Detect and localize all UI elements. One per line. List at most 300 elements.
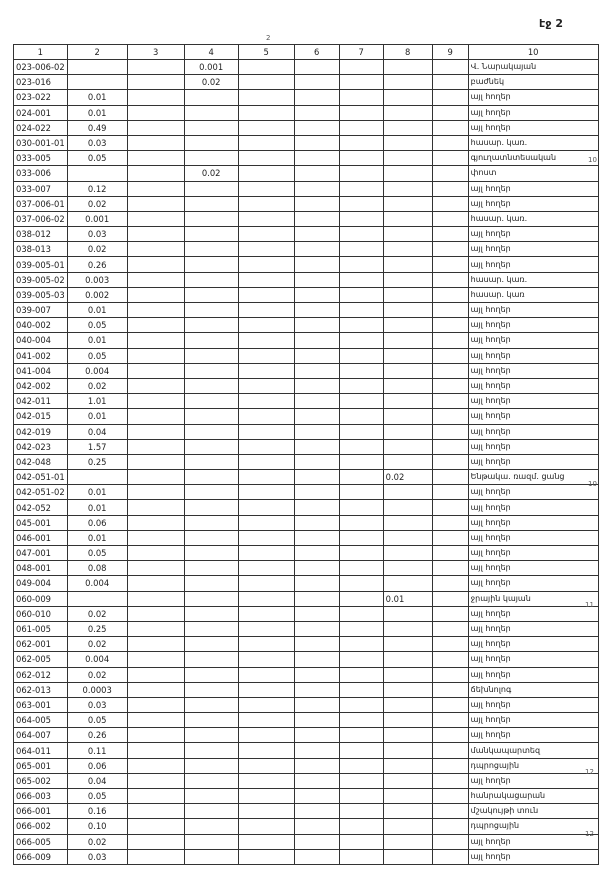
area-col8-cell: 0.02 [383,470,432,485]
empty-cell [432,637,468,652]
area-col8-cell [383,561,432,576]
empty-cell [432,424,468,439]
empty-cell [339,606,383,621]
empty-cell [238,834,294,849]
column-header: 3 [127,45,184,60]
area-col4-cell [184,333,238,348]
empty-cell [127,424,184,439]
land-use-cell: դպրոցային [468,819,598,834]
land-use-cell: այլ հողեր [468,621,598,636]
empty-cell [127,394,184,409]
table-row [14,804,599,819]
area-col8-cell [383,667,432,682]
empty-cell [339,211,383,226]
empty-cell [294,303,339,318]
area-col4-cell [184,196,238,211]
empty-cell [339,743,383,758]
parcel-code-cell: 039-005-03 [14,287,68,302]
area-col8-cell [383,242,432,257]
empty-cell [294,515,339,530]
land-use-cell: այլ հողեր [468,530,598,545]
area-col8-cell [383,424,432,439]
area-col8-cell [383,151,432,166]
empty-cell [432,834,468,849]
column-header: 9 [432,45,468,60]
empty-cell [294,181,339,196]
empty-cell [339,75,383,90]
area-col8-cell [383,227,432,242]
empty-cell [238,242,294,257]
area-col8-cell [383,363,432,378]
empty-cell [294,105,339,120]
empty-cell [432,120,468,135]
empty-cell [294,135,339,150]
empty-cell [294,120,339,135]
empty-cell [238,576,294,591]
empty-cell [432,621,468,636]
empty-cell [238,743,294,758]
land-use-cell: այլ հողեր [468,318,598,333]
table-row [14,257,599,272]
empty-cell [432,849,468,864]
area-col8-cell [383,515,432,530]
area-col8-cell [383,257,432,272]
empty-cell [339,637,383,652]
empty-cell [127,75,184,90]
empty-cell [238,439,294,454]
empty-cell [294,637,339,652]
parcel-code-cell: 024-022 [14,120,68,135]
parcel-code-cell: 065-002 [14,773,68,788]
empty-cell [127,561,184,576]
empty-cell [127,485,184,500]
empty-cell [294,773,339,788]
empty-cell [294,318,339,333]
area-col4-cell [184,318,238,333]
land-use-cell: այլ հողեր [468,105,598,120]
empty-cell [238,606,294,621]
parcel-code-cell: 042-015 [14,409,68,424]
empty-cell [127,409,184,424]
empty-cell [294,591,339,606]
empty-cell [339,318,383,333]
empty-cell [339,667,383,682]
empty-cell [238,591,294,606]
land-use-cell: այլ հողեր [468,439,598,454]
empty-cell [432,75,468,90]
empty-cell [339,561,383,576]
empty-cell [432,348,468,363]
empty-cell [238,333,294,348]
area-col2-cell: 0.001 [67,211,127,226]
area-col4-cell [184,652,238,667]
table-row [14,682,599,697]
empty-cell [238,318,294,333]
parcel-code-cell: 060-010 [14,606,68,621]
area-col2-cell: 0.05 [67,318,127,333]
table-row [14,181,599,196]
empty-cell [432,242,468,257]
table-row [14,272,599,287]
area-col4-cell [184,667,238,682]
area-col4-cell [184,454,238,469]
area-col8-cell [383,713,432,728]
area-col2-cell: 0.02 [67,196,127,211]
table-row [14,591,599,606]
area-col4-cell [184,378,238,393]
parcel-code-cell: 061-005 [14,621,68,636]
empty-cell [294,546,339,561]
empty-cell [238,287,294,302]
land-use-cell: այլ հողեր [468,849,598,864]
land-use-cell: այլ հողեր [468,90,598,105]
empty-cell [294,378,339,393]
empty-cell [294,166,339,181]
table-row [14,196,599,211]
empty-cell [339,485,383,500]
empty-cell [127,439,184,454]
area-col8-cell [383,439,432,454]
table-row [14,348,599,363]
empty-cell [127,272,184,287]
empty-cell [294,454,339,469]
empty-cell [432,470,468,485]
area-col8-cell [383,728,432,743]
area-col4-cell [184,151,238,166]
margin-mark: 11 [585,601,594,609]
empty-cell [339,713,383,728]
area-col4-cell [184,561,238,576]
area-col4-cell [184,363,238,378]
area-col2-cell: 0.06 [67,515,127,530]
empty-cell [294,287,339,302]
empty-cell [432,591,468,606]
empty-cell [238,378,294,393]
empty-cell [238,60,294,75]
area-col4-cell [184,713,238,728]
area-col4-cell [184,348,238,363]
empty-cell [432,409,468,424]
land-use-cell: այլ հողեր [468,667,598,682]
land-use-cell: այլ հողեր [468,257,598,272]
area-col4-cell [184,697,238,712]
empty-cell [294,621,339,636]
empty-cell [339,409,383,424]
empty-cell [339,546,383,561]
empty-cell [339,697,383,712]
empty-cell [294,697,339,712]
area-col4-cell [184,211,238,226]
land-use-cell: այլ հողեր [468,409,598,424]
table-row [14,470,599,485]
empty-cell [294,561,339,576]
land-use-cell: Ենթակա. ռազմ. ցանց [468,470,598,485]
empty-cell [127,363,184,378]
area-col8-cell [383,758,432,773]
empty-cell [339,773,383,788]
table-row [14,303,599,318]
area-col2-cell: 0.05 [67,348,127,363]
empty-cell [339,728,383,743]
empty-cell [238,196,294,211]
area-col8-cell [383,834,432,849]
land-use-cell: հանրակացարան [468,789,598,804]
empty-cell [294,394,339,409]
land-use-cell: փոստ [468,166,598,181]
area-col2-cell: 0.05 [67,546,127,561]
parcel-code-cell: 037-006-02 [14,211,68,226]
area-col2-cell: 0.06 [67,758,127,773]
empty-cell [432,804,468,819]
land-use-cell: ճեխնոլոգ [468,682,598,697]
parcel-code-cell: 047-001 [14,546,68,561]
empty-cell [432,713,468,728]
land-use-cell: դպրոցային [468,758,598,773]
table-row [14,728,599,743]
empty-cell [432,439,468,454]
table-row [14,287,599,302]
area-col4-cell [184,272,238,287]
area-col8-cell [383,697,432,712]
empty-cell [127,333,184,348]
area-col4-cell [184,394,238,409]
area-col4-cell [184,439,238,454]
empty-cell [238,120,294,135]
empty-cell [238,667,294,682]
parcel-code-cell: 060-009 [14,591,68,606]
table-row [14,515,599,530]
area-col2-cell: 0.02 [67,242,127,257]
area-col2-cell: 0.25 [67,621,127,636]
empty-cell [432,728,468,743]
empty-cell [127,667,184,682]
area-col4-cell [184,227,238,242]
empty-cell [294,758,339,773]
parcel-code-cell: 046-001 [14,530,68,545]
area-col4-cell [184,606,238,621]
area-col4-cell [184,409,238,424]
area-col4-cell [184,105,238,120]
area-col2-cell: 0.25 [67,454,127,469]
empty-cell [432,819,468,834]
empty-cell [238,637,294,652]
empty-cell [432,227,468,242]
area-col4-cell [184,789,238,804]
table-row [14,789,599,804]
empty-cell [238,804,294,819]
empty-cell [432,272,468,287]
column-header: 6 [294,45,339,60]
empty-cell [294,348,339,363]
area-col4-cell [184,546,238,561]
empty-cell [294,333,339,348]
empty-cell [238,713,294,728]
empty-cell [432,682,468,697]
empty-cell [339,454,383,469]
parcel-code-cell: 066-001 [14,804,68,819]
empty-cell [127,348,184,363]
empty-cell [127,728,184,743]
parcel-code-cell: 048-001 [14,561,68,576]
table-row [14,621,599,636]
empty-cell [127,242,184,257]
column-header: 5 [238,45,294,60]
empty-cell [127,470,184,485]
empty-cell [339,90,383,105]
empty-cell [432,546,468,561]
table-row [14,242,599,257]
area-col4-cell [184,530,238,545]
empty-cell [127,181,184,196]
area-col2-cell: 0.16 [67,804,127,819]
empty-cell [127,697,184,712]
area-col2-cell: 0.02 [67,667,127,682]
empty-cell [432,257,468,272]
area-col4-cell [184,303,238,318]
area-col2-cell: 0.05 [67,713,127,728]
table-row [14,834,599,849]
area-col2-cell: 0.004 [67,363,127,378]
empty-cell [238,424,294,439]
area-col2-cell: 0.08 [67,561,127,576]
empty-cell [294,834,339,849]
area-col4-cell [184,773,238,788]
area-col8-cell [383,318,432,333]
land-use-cell: այլ հողեր [468,728,598,743]
empty-cell [238,151,294,166]
empty-cell [294,743,339,758]
table-row [14,576,599,591]
margin-mark: 12 [585,830,594,838]
empty-cell [238,758,294,773]
empty-cell [432,500,468,515]
area-col2-cell: 0.04 [67,773,127,788]
empty-cell [339,758,383,773]
column-header: 4 [184,45,238,60]
empty-cell [127,227,184,242]
empty-cell [238,819,294,834]
parcel-code-cell: 042-023 [14,439,68,454]
empty-cell [432,166,468,181]
empty-cell [294,667,339,682]
land-use-cell: մշակույթի տուն [468,804,598,819]
empty-cell [432,60,468,75]
parcel-code-cell: 062-013 [14,682,68,697]
land-use-cell: այլ հողեր [468,303,598,318]
area-col4-cell [184,637,238,652]
empty-cell [127,682,184,697]
table-row [14,394,599,409]
area-col8-cell [383,606,432,621]
empty-cell [238,75,294,90]
parcel-code-cell: 033-005 [14,151,68,166]
empty-cell [294,530,339,545]
area-col2-cell: 1.57 [67,439,127,454]
table-row [14,333,599,348]
area-col8-cell [383,546,432,561]
land-use-cell: բաժնեկ [468,75,598,90]
table-row [14,697,599,712]
land-use-cell: այլ հողեր [468,424,598,439]
area-col8-cell [383,804,432,819]
empty-cell [127,60,184,75]
table-row [14,606,599,621]
land-use-cell: այլ հողեր [468,363,598,378]
parcel-code-cell: 039-007 [14,303,68,318]
empty-cell [238,105,294,120]
area-col4-cell: 0.001 [184,60,238,75]
empty-cell [238,90,294,105]
area-col2-cell [67,75,127,90]
table-row [14,166,599,181]
table-row [14,363,599,378]
parcel-code-cell: 033-006 [14,166,68,181]
area-col8-cell [383,621,432,636]
area-col2-cell: 0.004 [67,652,127,667]
empty-cell [294,485,339,500]
table-row [14,227,599,242]
area-col2-cell: 0.002 [67,287,127,302]
empty-cell [294,728,339,743]
empty-cell [339,363,383,378]
parcel-code-cell: 039-005-02 [14,272,68,287]
empty-cell [339,348,383,363]
empty-cell [339,424,383,439]
area-col2-cell: 0.03 [67,227,127,242]
parcel-code-cell: 030-001-01 [14,135,68,150]
parcel-code-cell: 040-002 [14,318,68,333]
table-row [14,637,599,652]
empty-cell [127,546,184,561]
area-col4-cell [184,485,238,500]
parcel-code-cell: 042-052 [14,500,68,515]
parcel-code-cell: 066-005 [14,834,68,849]
area-col8-cell [383,196,432,211]
area-col4-cell [184,515,238,530]
empty-cell [432,697,468,712]
area-col4-cell [184,90,238,105]
area-col8-cell [383,90,432,105]
parcel-code-cell: 042-002 [14,378,68,393]
area-col2-cell [67,60,127,75]
empty-cell [238,773,294,788]
empty-cell [127,834,184,849]
parcel-code-cell: 033-007 [14,181,68,196]
land-use-cell: ջրային կայան [468,591,598,606]
empty-cell [238,849,294,864]
area-col4-cell [184,500,238,515]
area-col2-cell: 0.49 [67,120,127,135]
area-col2-cell: 0.12 [67,181,127,196]
empty-cell [339,515,383,530]
empty-cell [294,652,339,667]
area-col4-cell [184,576,238,591]
empty-cell [127,849,184,864]
area-col4-cell [184,257,238,272]
area-col2-cell: 0.01 [67,500,127,515]
area-col2-cell: 0.01 [67,485,127,500]
empty-cell [432,318,468,333]
land-use-cell: այլ հողեր [468,576,598,591]
empty-cell [294,500,339,515]
empty-cell [432,333,468,348]
empty-cell [339,819,383,834]
area-col2-cell: 0.10 [67,819,127,834]
area-col8-cell [383,105,432,120]
parcel-code-cell: 042-048 [14,454,68,469]
table-row [14,135,599,150]
empty-cell [127,530,184,545]
